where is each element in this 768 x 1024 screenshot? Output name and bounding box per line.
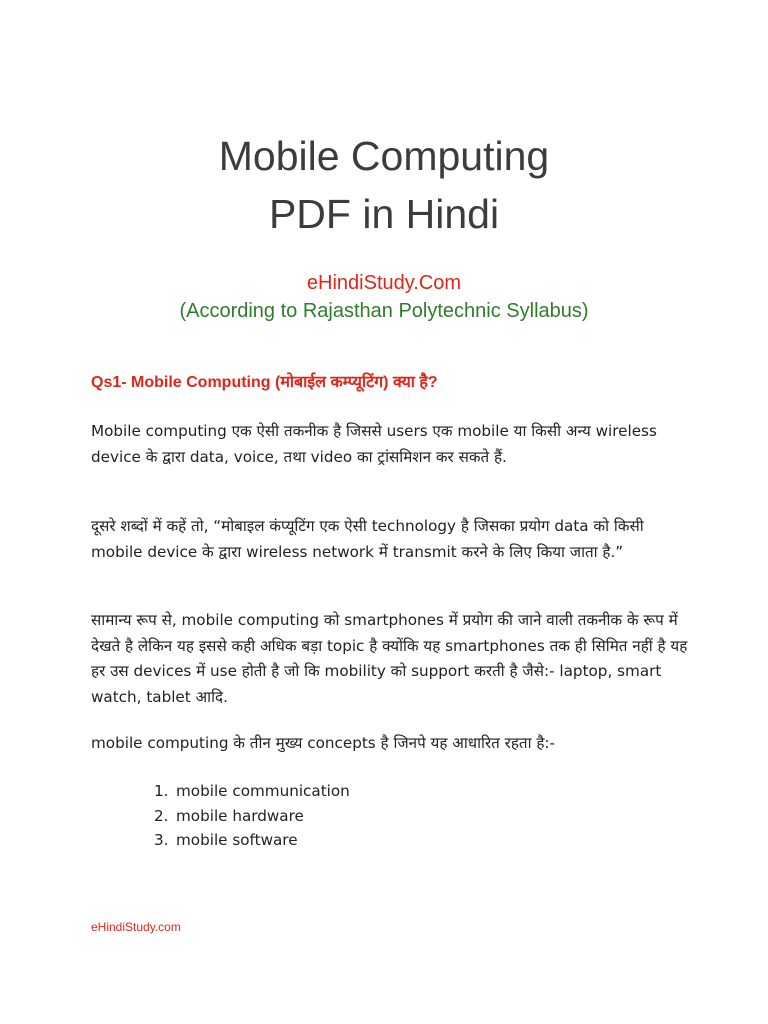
site-name: eHindiStudy.Com	[306, 272, 462, 294]
list-item	[154, 828, 350, 853]
list-item-label: mobile software	[176, 831, 298, 849]
list-item-label: mobile hardware	[176, 806, 304, 825]
syllabus-note: (According to Rajasthan Polytechnic Syllabus)	[179, 300, 589, 322]
concepts-list	[154, 779, 350, 853]
paragraph-alternate-definition: दूसरे शब्दों में कहें तो, “मोबाइल कंप्यूटिंग एक ऐसी technology है जिसका प्रयोग data को किसी mobile device के द्वारा wireless network में transmit करने के लिए किया जाता है.”	[91, 517, 644, 561]
list-item-number: 3.	[154, 831, 169, 849]
list-item	[154, 779, 350, 804]
paragraph-concepts-intro: mobile computing के तीन मुख्य concepts है जिनपे यह आधारित रहता है:-	[91, 734, 556, 752]
list-item-label: mobile communication	[176, 782, 350, 800]
list-item-number: 2.	[154, 806, 169, 825]
list-item-number: 1.	[154, 782, 169, 800]
question-heading: Qs1- Mobile Computing (मोबाईल कम्प्यूटिंग) क्या है?	[91, 374, 438, 391]
document-title-line1: Mobile Computing	[218, 133, 550, 179]
paragraph-scope: सामान्य रूप से, mobile computing को smartphones में प्रयोग की जाने वाली तकनीक के रूप में देखते है लेकिन यह इससे कही अधिक बड़ा topic है क्योंकि यह smartphones तक ही सिमित नहीं है यह हर उस devices में use होती है जो कि mobility को support करती है जैसे:- laptop, smart watch, tablet आदि.	[91, 611, 688, 706]
footer-site-link[interactable]: eHindiStudy.com	[91, 920, 181, 934]
paragraph-definition: Mobile computing एक ऐसी तकनीक है जिससे users एक mobile या किसी अन्य wireless device के द्वारा data, voice, तथा video का ट्रांसमिशन कर सकते हैं.	[91, 422, 657, 466]
document-title-line2: PDF in Hindi	[268, 191, 500, 237]
list-item	[154, 804, 350, 829]
